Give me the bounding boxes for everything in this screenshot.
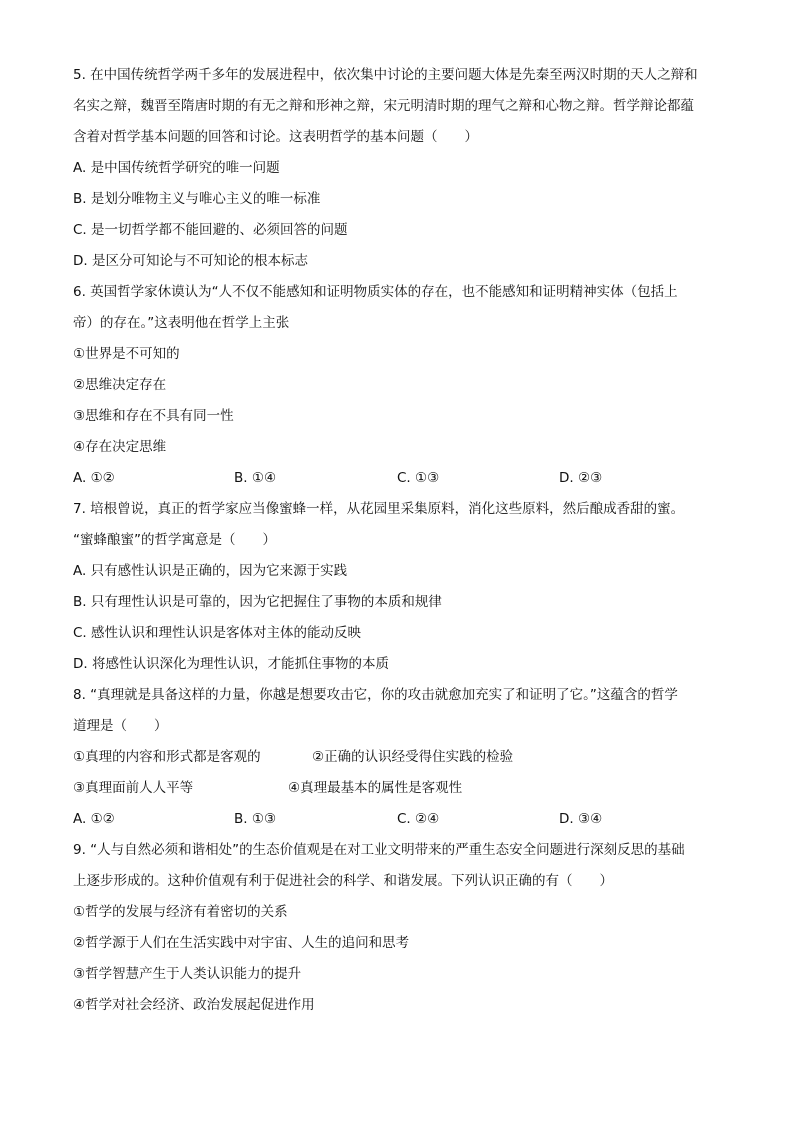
option-c: C. 是一切哲学都不能回避的、必须回答的问题 bbox=[73, 222, 348, 238]
statement-row bbox=[73, 773, 723, 804]
option-d: D. 是区分可知论与不可知论的根本标志 bbox=[73, 253, 308, 269]
choice-c: C. ②④ bbox=[397, 811, 440, 827]
choice-row bbox=[73, 804, 723, 835]
statement-item: ④真理最基本的属性是客观性 bbox=[288, 780, 463, 796]
question-stem-line: 8. “真理就是具备这样的力量，你越是想要攻击它，你的攻击就愈加充实了和证明了它。”这蕴含的哲学 bbox=[73, 687, 678, 703]
question-9 bbox=[73, 835, 723, 1021]
choice-d: D. ②③ bbox=[559, 470, 603, 486]
question-5 bbox=[73, 60, 723, 277]
choice-b: B. ①④ bbox=[234, 470, 277, 486]
option-d: D. 将感性认识深化为理性认识，才能抓住事物的本质 bbox=[73, 656, 389, 672]
choice-a: A. ①② bbox=[73, 470, 115, 486]
statement-item: ②哲学源于人们在生活实践中对宇宙、人生的追问和思考 bbox=[73, 935, 410, 951]
question-stem-line: 道理是（ ） bbox=[73, 718, 168, 734]
question-7 bbox=[73, 494, 723, 680]
choice-b: B. ①③ bbox=[234, 811, 277, 827]
statement-item: ①哲学的发展与经济有着密切的关系 bbox=[73, 904, 288, 920]
statement-item: ④哲学对社会经济、政治发展起促进作用 bbox=[73, 997, 315, 1013]
option-a: A. 只有感性认识是正确的，因为它来源于实践 bbox=[73, 563, 348, 579]
question-stem-line: 上逐步形成的。这种价值观有利于促进社会的科学、和谐发展。下列认识正确的有（ ） bbox=[73, 873, 613, 889]
statement-item: ①真理的内容和形式都是客观的 bbox=[73, 749, 261, 765]
statement-item: ③哲学智慧产生于人类认识能力的提升 bbox=[73, 966, 302, 982]
statement-item: ③思维和存在不具有同一性 bbox=[73, 408, 234, 424]
choice-d: D. ③④ bbox=[559, 811, 603, 827]
option-b: B. 是划分唯物主义与唯心主义的唯一标准 bbox=[73, 191, 321, 207]
question-stem-line: “蜜蜂酿蜜”的哲学寓意是（ ） bbox=[73, 532, 276, 548]
statement-item: ④存在决定思维 bbox=[73, 439, 167, 455]
choice-a: A. ①② bbox=[73, 811, 115, 827]
choice-c: C. ①③ bbox=[397, 470, 440, 486]
question-stem-line: 帝）的存在。”这表明他在哲学上主张 bbox=[73, 315, 290, 331]
question-8 bbox=[73, 680, 723, 835]
choice-row bbox=[73, 463, 723, 494]
statement-item: ①世界是不可知的 bbox=[73, 346, 180, 362]
question-stem-line: 7. 培根曾说，真正的哲学家应当像蜜蜂一样，从花园里采集原料，消化这些原料，然后酿成香甜的蜜。 bbox=[73, 501, 685, 517]
statement-item: ②思维决定存在 bbox=[73, 377, 167, 393]
option-c: C. 感性认识和理性认识是客体对主体的能动反映 bbox=[73, 625, 362, 641]
statement-item: ②正确的认识经受得住实践的检验 bbox=[312, 749, 514, 765]
option-a: A. 是中国传统哲学研究的唯一问题 bbox=[73, 160, 280, 176]
question-stem-line: 名实之辩，魏晋至隋唐时期的有无之辩和形神之辩，宋元明清时期的理气之辩和心物之辩。哲学辩论都蕴 bbox=[73, 98, 694, 114]
exam-page bbox=[73, 60, 723, 1021]
question-6 bbox=[73, 277, 723, 494]
question-stem-line: 6. 英国哲学家休谟认为“人不仅不能感知和证明物质实体的存在，也不能感知和证明精神实体（包括上 bbox=[73, 284, 678, 300]
question-stem-line: 9. “人与自然必须和谐相处”的生态价值观是在对工业文明带来的严重生态安全问题进行深刻反思的基础 bbox=[73, 842, 685, 858]
question-stem-line: 含着对哲学基本问题的回答和讨论。这表明哲学的基本问题（ ） bbox=[73, 129, 478, 145]
statement-row bbox=[73, 742, 723, 773]
question-stem-line: 5. 在中国传统哲学两千多年的发展进程中，依次集中讨论的主要问题大体是先秦至两汉时期的天人之辩和 bbox=[73, 67, 698, 83]
option-b: B. 只有理性认识是可靠的，因为它把握住了事物的本质和规律 bbox=[73, 594, 442, 610]
statement-item: ③真理面前人人平等 bbox=[73, 780, 194, 796]
